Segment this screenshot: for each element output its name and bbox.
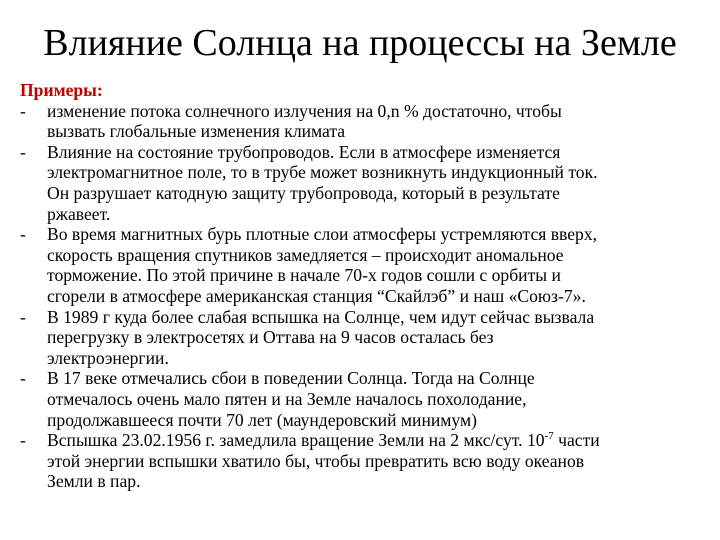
list-item-line: В 17 веке отмечались сбои в поведении Солнца. Тогда на Солнце (47, 368, 535, 389)
list-item-line: торможение. По этой причине в начале 70-х годов сошли с орбиты и (47, 265, 561, 286)
list-item-line: скорость вращения спутников замедляется – происходит аномальное (47, 244, 564, 265)
list-item-line: перегрузку в электросетях и Оттава на 9 часов осталась без (47, 327, 494, 348)
exponent: -7 (544, 430, 554, 443)
list-item-line: этой энергии вспышки хватило бы, чтобы превратить всю воду океанов (47, 450, 585, 471)
list-item (20, 430, 716, 492)
list-item-line (47, 430, 716, 451)
list-item (20, 142, 716, 224)
list-item-line: Во время магнитных бурь плотные слои атмосферы устремляются вверх, (47, 224, 598, 245)
list-item-line: отмечалось очень мало пятен и на Земле началось похолодание, (47, 388, 527, 409)
list-item-line: вызвать глобальные изменения климата (47, 121, 346, 142)
bullet-dash: - (20, 368, 26, 389)
list-item (20, 307, 716, 369)
list-item-line: электроэнергии. (47, 347, 169, 368)
list-item-line: В 1989 г куда более слабая вспышка на Солнце, чем идут сейчас вызвала (47, 306, 595, 327)
list-item-text: части (553, 430, 600, 451)
examples-heading: Примеры: (20, 80, 103, 100)
bullet-dash: - (20, 306, 26, 327)
list-item (20, 368, 716, 430)
list-item (20, 224, 716, 306)
list-item-line: Влияние на состояние трубопроводов. Если в атмосфере изменяется (47, 141, 561, 162)
list-item-line: ржавеет. (47, 203, 111, 224)
bullet-dash: - (20, 224, 26, 245)
bullet-dash: - (20, 430, 26, 451)
slide-content (20, 80, 716, 492)
list-item-line: сгорели в атмосфере американская станция “Скайлэб” и наш «Союз-7». (47, 285, 586, 306)
list-item-line: продолжавшееся почти 70 лет (маундеровский минимум) (47, 409, 477, 430)
examples-list (20, 101, 716, 492)
list-item-line: Он разрушает катодную защиту трубопровода, который в результате (47, 182, 560, 203)
list-item-line: изменение потока солнечного излучения на 0,n % достаточно, чтобы (47, 100, 562, 121)
list-item (20, 101, 716, 142)
bullet-dash: - (20, 141, 26, 162)
bullet-dash: - (20, 100, 26, 121)
list-item-text: Вспышка 23.02.1956 г. замедлила вращение Земли на 2 мкс/сут. 10 (47, 430, 545, 451)
list-item-line: Земли в пар. (47, 471, 141, 492)
slide-title: Влияние Солнца на процессы на Земле (43, 22, 677, 64)
list-item-line: электромагнитное поле, то в трубе может возникнуть индукционный ток. (47, 162, 598, 183)
